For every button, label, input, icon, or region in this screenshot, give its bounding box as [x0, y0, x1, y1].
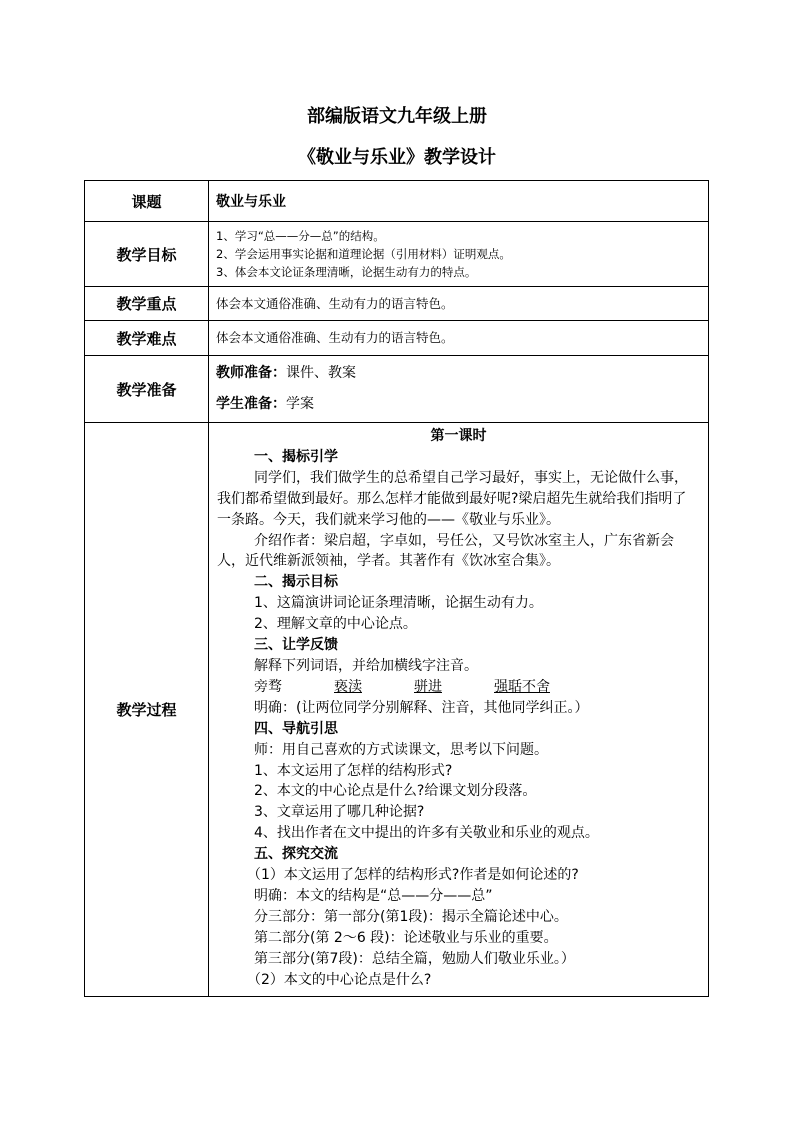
value-process	[209, 423, 709, 997]
goal-item: 3、体会本文论证条理清晰，论据生动有力的特点。	[216, 265, 477, 279]
list-line: 明确：本文的结构是“总——分——总”	[254, 887, 493, 904]
list-line: 解释下列词语，并给加横线字注音。	[254, 657, 478, 674]
list-line: 2、本文的中心论点是什么?给课文划分段落。	[254, 783, 537, 800]
row-difficulty	[85, 321, 709, 356]
lesson-plan-table	[84, 180, 709, 997]
teacher-prep-value: 课件、教案	[286, 365, 356, 381]
vocab-word: 亵渎	[334, 678, 362, 695]
teacher-prep	[216, 358, 708, 389]
lesson-heading: 第一课时	[430, 428, 487, 444]
teacher-prep-label: 教师准备：	[216, 365, 286, 381]
value-topic: 敬业与乐业	[209, 181, 709, 222]
label-goals: 教学目标	[85, 222, 209, 287]
vocab-word: 骈进	[414, 678, 442, 695]
row-goals	[85, 222, 709, 287]
vocab-word: 旁骛	[254, 678, 282, 695]
paragraph: 介绍作者：梁启超，字卓如，号任公，又号饮冰室主人，广东省新会人，近代维新派领袖，学者。其著作有《饮冰室合集》。	[217, 532, 674, 570]
list-line: 分三部分：第一部分(第1段)：揭示全篇论述中心。	[254, 908, 568, 925]
student-prep-value: 学案	[286, 396, 314, 412]
list-line: 第三部分(第7段)：总结全篇，勉励人们敬业乐业。）	[254, 950, 575, 967]
label-process: 教学过程	[85, 423, 209, 997]
section-heading: 五、探究交流	[254, 846, 338, 863]
document-subtitle: 《敬业与乐业》教学设计	[298, 147, 496, 168]
value-difficulty: 体会本文通俗准确、生动有力的语言特色。	[209, 321, 709, 356]
vocab-word: 强聒不舍	[494, 678, 550, 695]
label-preparation: 教学准备	[85, 356, 209, 423]
section-heading: 三、让学反馈	[254, 637, 338, 654]
value-preparation	[209, 356, 709, 423]
student-prep-label: 学生准备：	[216, 396, 286, 412]
value-goals	[209, 222, 709, 287]
list-line: 明确：(让两位同学分别解释、注音，其他同学纠正。）	[254, 699, 589, 716]
list-line: 2、理解文章的中心论点。	[254, 616, 417, 633]
vocab-row	[217, 677, 700, 698]
list-line: 1、这篇演讲词论证条理清晰，论据生动有力。	[254, 595, 543, 612]
row-preparation	[85, 356, 709, 423]
list-line: 4、找出作者在文中提出的许多有关敬业和乐业的观点。	[254, 825, 599, 842]
row-key-point	[85, 287, 709, 321]
list-line: 1、本文运用了怎样的结构形式?	[254, 762, 453, 779]
goal-item: 2、学会运用事实论据和道理论据（引用材料）证明观点。	[216, 247, 511, 261]
label-difficulty: 教学难点	[85, 321, 209, 356]
section-heading: 一、揭标引学	[254, 448, 338, 465]
list-line: （2）本文的中心论点是什么?	[247, 971, 432, 988]
list-line: （1）本文运用了怎样的结构形式?作者是如何论述的?	[247, 867, 579, 884]
row-topic	[85, 181, 709, 222]
list-line: 第二部分(第 2～6 段)：论述敬业与乐业的重要。	[254, 929, 558, 946]
list-line: 师：用自己喜欢的方式读课文，思考以下问题。	[254, 741, 548, 758]
label-topic: 课题	[85, 181, 209, 222]
label-key-point: 教学重点	[85, 287, 209, 321]
goal-item: 1、学习“总——分—总”的结构。	[216, 229, 385, 243]
paragraph: 同学们，我们做学生的总希望自己学习最好，事实上，无论做什么事，我们都希望做到最好。那么怎样才能做到最好呢?梁启超先生就给我们指明了一条路。今天，我们就来学习他的——《敬业与乐业》。	[217, 469, 688, 528]
value-key-point: 体会本文通俗准确、生动有力的语言特色。	[209, 287, 709, 321]
section-heading: 二、揭示目标	[254, 574, 338, 591]
student-prep	[216, 389, 708, 420]
document-title: 部编版语文九年级上册	[307, 106, 487, 127]
list-line: 3、文章运用了哪几种论据?	[254, 804, 425, 821]
row-process	[85, 423, 709, 997]
section-heading: 四、导航引思	[254, 720, 338, 737]
